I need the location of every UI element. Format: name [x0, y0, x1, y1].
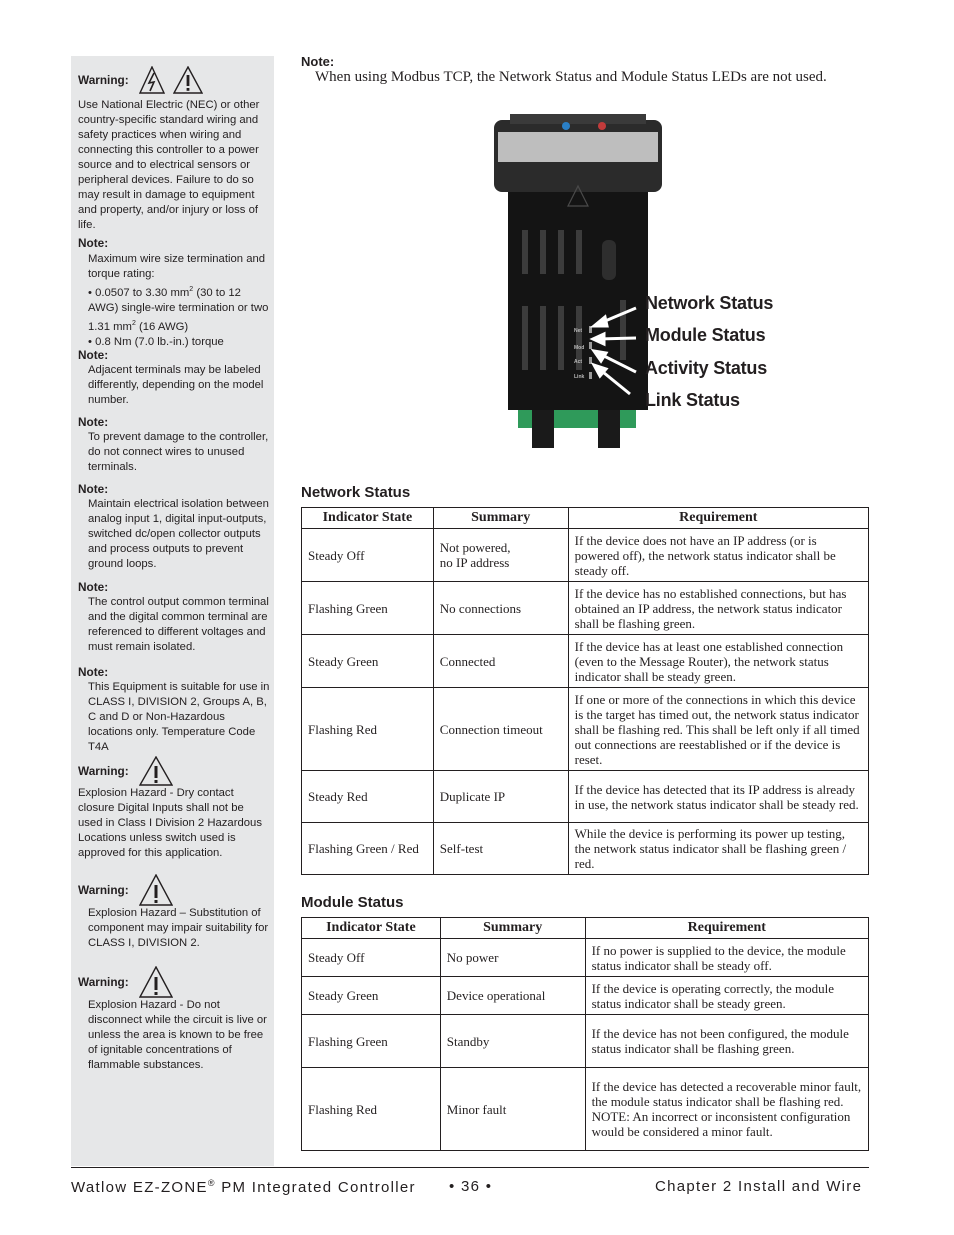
note-block-4: [78, 482, 270, 572]
note-label: Note:: [78, 415, 109, 429]
note-label: Note:: [78, 665, 109, 679]
requirement-cell: If the device has detected a recoverable minor fault, the module status indicator shall be flashing red. NOTE: An incorrect or inconsistent configuration would be considered a minor fault.: [585, 1068, 868, 1151]
table-row: [302, 1015, 869, 1068]
led-label: Mod: [574, 345, 585, 351]
main-note: [301, 54, 871, 86]
chapter-title: Chapter 2 Install and Wire: [655, 1178, 863, 1195]
note-text: This Equipment is suitable for use in CLASS I, DIVISION 2, Groups A, B, C and D or Non-Hazardous locations only. Temperature Code T4A: [88, 681, 270, 753]
warning-label: Warning:: [78, 763, 129, 778]
column-header: Summary: [440, 918, 585, 939]
warning-icon: [173, 66, 203, 94]
table-row: [302, 1068, 869, 1151]
indicator-state-cell: Flashing Green: [302, 582, 434, 635]
requirement-cell: If no power is supplied to the device, the module status indicator shall be steady off.: [585, 939, 868, 977]
note-text: The control output common terminal and the digital common terminal are referenced to different voltages and must remain isolated.: [88, 596, 269, 653]
requirement-cell: If the device has detected that its IP address is already in use, the network status indicator shall be steady red.: [568, 771, 868, 823]
indicator-state-cell: Steady Red: [302, 771, 434, 823]
page-number: • 36 •: [449, 1178, 493, 1195]
warning-icon: [139, 966, 173, 998]
indicator-state-cell: Steady Off: [302, 529, 434, 582]
note-text: Maximum wire size termination and torque rating:: [88, 253, 266, 280]
warning-text: Explosion Hazard – Substitution of component may impair suitability for CLASS I, DIVISION 2.: [88, 907, 269, 949]
note-block-3: [78, 415, 270, 475]
warning-block-1: [78, 66, 270, 233]
requirement-cell: If the device does not have an IP address (or is powered off), the network status indicator shall be steady off.: [568, 529, 868, 582]
note-block-1: [78, 236, 270, 350]
callout-link-status: Link Status: [645, 390, 740, 410]
requirement-cell: If the device has no established connections, but has obtained an IP address, the network status indicator shall be flashing green.: [568, 582, 868, 635]
note-text: Maintain electrical isolation between analog input 1, digital input-outputs, switched dc/open collector outputs and process outputs to prevent ground loops.: [88, 498, 269, 570]
summary-cell: Connected: [433, 635, 568, 688]
callout-module-status: Module Status: [645, 325, 766, 345]
column-header: Summary: [433, 508, 568, 529]
led-label: Act: [574, 359, 583, 365]
note-text: When using Modbus TCP, the Network Status and Module Status LEDs are not used.: [315, 69, 827, 85]
summary-cell: Not powered, no IP address: [433, 529, 568, 582]
indicator-state-cell: Flashing Red: [302, 1068, 441, 1151]
bullet-item: • 0.8 Nm (7.0 lb.-in.) torque: [88, 335, 224, 348]
indicator-state-cell: Flashing Green: [302, 1015, 441, 1068]
note-label: Note:: [78, 236, 109, 250]
note-block-6: [78, 665, 270, 755]
table-row: [302, 635, 869, 688]
network-status-table: [301, 507, 869, 875]
summary-cell: Device operational: [440, 977, 585, 1015]
bullet-item: • 0.0507 to 3.30 $mm^2$ (30 to 12 AWG) single-wire termination or two 1.31 $mm^2$ (16 AWG): [88, 286, 269, 333]
warning-label: Warning:: [78, 974, 129, 989]
table-row: [302, 582, 869, 635]
note-label: Note:: [78, 580, 109, 594]
warning-label: Warning:: [78, 72, 129, 87]
table-row: [302, 977, 869, 1015]
summary-cell: Standby: [440, 1015, 585, 1068]
warning-text: Explosion Hazard - Dry contact closure Digital Inputs shall not be used in Class I Division 2 Hazardous Locations unless switch used is approved for this application.: [78, 787, 262, 859]
table-row: [302, 939, 869, 977]
summary-cell: Minor fault: [440, 1068, 585, 1151]
column-header: Requirement: [568, 508, 868, 529]
callout-activity-status: Activity Status: [645, 358, 768, 378]
column-header: Requirement: [585, 918, 868, 939]
warning-block-3: [78, 874, 270, 951]
sidebar: [71, 56, 274, 1166]
note-label: Note:: [78, 348, 109, 362]
callout-network-status: Network Status: [645, 293, 774, 313]
note-text: To prevent damage to the controller, do not connect wires to unused terminals.: [88, 431, 269, 473]
warning-icon: [139, 756, 173, 786]
indicator-state-cell: Steady Green: [302, 635, 434, 688]
warning-text: Explosion Hazard - Do not disconnect while the circuit is live or unless the area is known to be free of ignitable concentrations of flammable substances.: [88, 999, 267, 1071]
note-label: Note:: [78, 482, 109, 496]
indicator-state-cell: Steady Off: [302, 939, 441, 977]
warning-block-2: [78, 756, 270, 861]
indicator-state-cell: Steady Green: [302, 977, 441, 1015]
footer-rule: [71, 1167, 869, 1168]
note-text: Adjacent terminals may be labeled differently, depending on the model number.: [88, 364, 264, 406]
warning-icon: [139, 874, 173, 906]
summary-cell: No power: [440, 939, 585, 977]
note-label: Note:: [301, 54, 335, 69]
led-label: Net: [574, 328, 583, 334]
warning-text: Use National Electric (NEC) or other country-specific standard wiring and safety practices when wiring and connecting this controller to a power source and to electrical sensors or peripheral devices. Failure to do so may result in damage to equipment and property, and/or injury or loss of life.: [78, 99, 260, 231]
note-block-5: [78, 580, 270, 655]
summary-cell: Self-test: [433, 823, 568, 875]
summary-cell: Connection timeout: [433, 688, 568, 771]
warning-block-4: [78, 966, 270, 1073]
summary-cell: Duplicate IP: [433, 771, 568, 823]
requirement-cell: While the device is performing its power up testing, the network status indicator shall be flashing green / red.: [568, 823, 868, 875]
indicator-state-cell: Flashing Green / Red: [302, 823, 434, 875]
electrical-hazard-icon: [139, 66, 165, 94]
table-row: [302, 529, 869, 582]
requirement-cell: If one or more of the connections in which this device is the target has timed out, the network status indicator shall be flashing red. This shall be left only if all timed out connections are reestablished or if the device is reset.: [568, 688, 868, 771]
footer-title: Watlow EZ-ZONE® PM Integrated Controller: [71, 1178, 416, 1196]
section-title-network-status: Network Status: [301, 484, 411, 501]
table-row: [302, 688, 869, 771]
table-row: [302, 771, 869, 823]
requirement-cell: If the device has at least one established connection (even to the Message Router), the network status indicator shall be steady green.: [568, 635, 868, 688]
requirement-cell: If the device is operating correctly, the module status indicator shall be steady green.: [585, 977, 868, 1015]
column-header: Indicator State: [302, 508, 434, 529]
table-row: [302, 823, 869, 875]
led-label: Link: [574, 374, 585, 380]
indicator-state-cell: Flashing Red: [302, 688, 434, 771]
column-header: Indicator State: [302, 918, 441, 939]
section-title-module-status: Module Status: [301, 894, 404, 911]
warning-label: Warning:: [78, 882, 129, 897]
summary-cell: No connections: [433, 582, 568, 635]
module-status-table: [301, 917, 869, 1151]
requirement-cell: If the device has not been configured, the module status indicator shall be flashing green.: [585, 1015, 868, 1068]
note-block-2: [78, 348, 270, 408]
